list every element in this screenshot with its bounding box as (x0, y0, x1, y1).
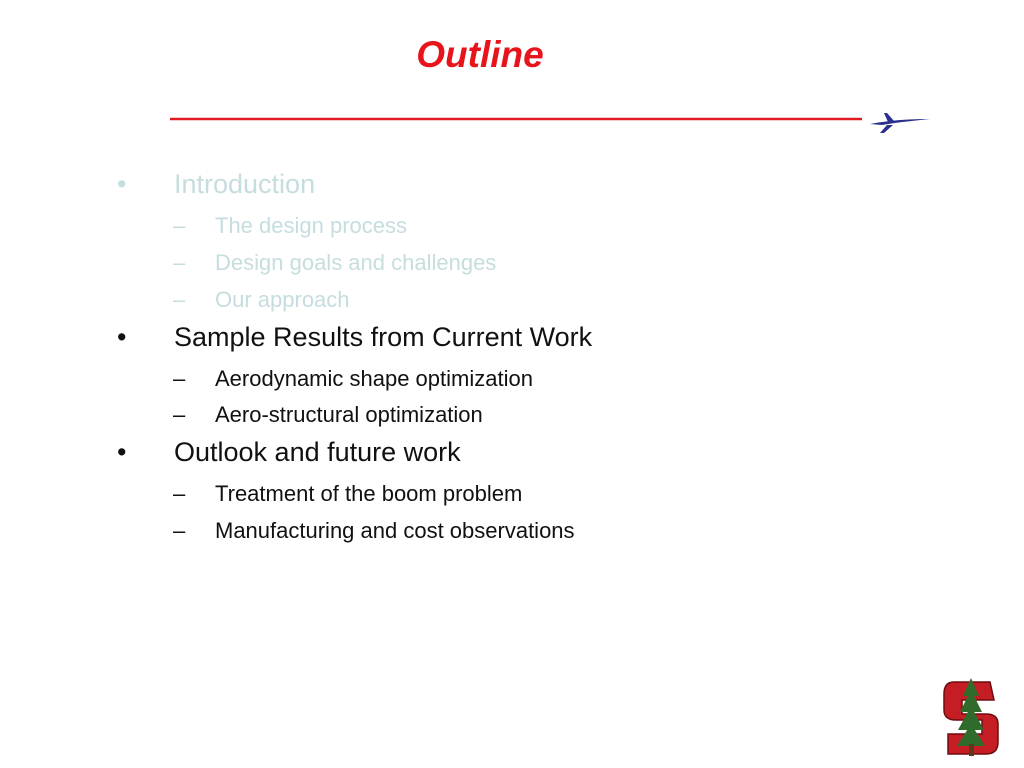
subitem-label: Aero-structural optimization (215, 402, 483, 427)
slide-title: Outline (416, 34, 544, 75)
dash-marker: – (173, 366, 186, 391)
dash-marker: – (173, 402, 186, 427)
section-label: Introduction (174, 169, 316, 199)
dash-marker: – (173, 250, 186, 275)
section-label: Outlook and future work (174, 437, 461, 467)
title-divider (170, 110, 940, 134)
bullet-marker: • (117, 169, 127, 199)
dash-marker: – (173, 287, 186, 312)
subitem-label: Treatment of the boom problem (215, 481, 523, 506)
bullet-marker: • (117, 437, 127, 467)
subitem-label: Our approach (215, 287, 350, 312)
dash-marker: – (173, 481, 186, 506)
airplane-icon (870, 113, 930, 133)
subitem-label: The design process (215, 213, 407, 238)
stanford-tree-logo (940, 676, 1002, 760)
dash-marker: – (173, 518, 186, 543)
dash-marker: – (173, 213, 186, 238)
subitem-label: Manufacturing and cost observations (215, 518, 575, 543)
section-label: Sample Results from Current Work (174, 322, 593, 352)
subitem-label: Design goals and challenges (215, 250, 497, 275)
bullet-marker: • (117, 322, 127, 352)
subitem-label: Aerodynamic shape optimization (215, 366, 533, 391)
